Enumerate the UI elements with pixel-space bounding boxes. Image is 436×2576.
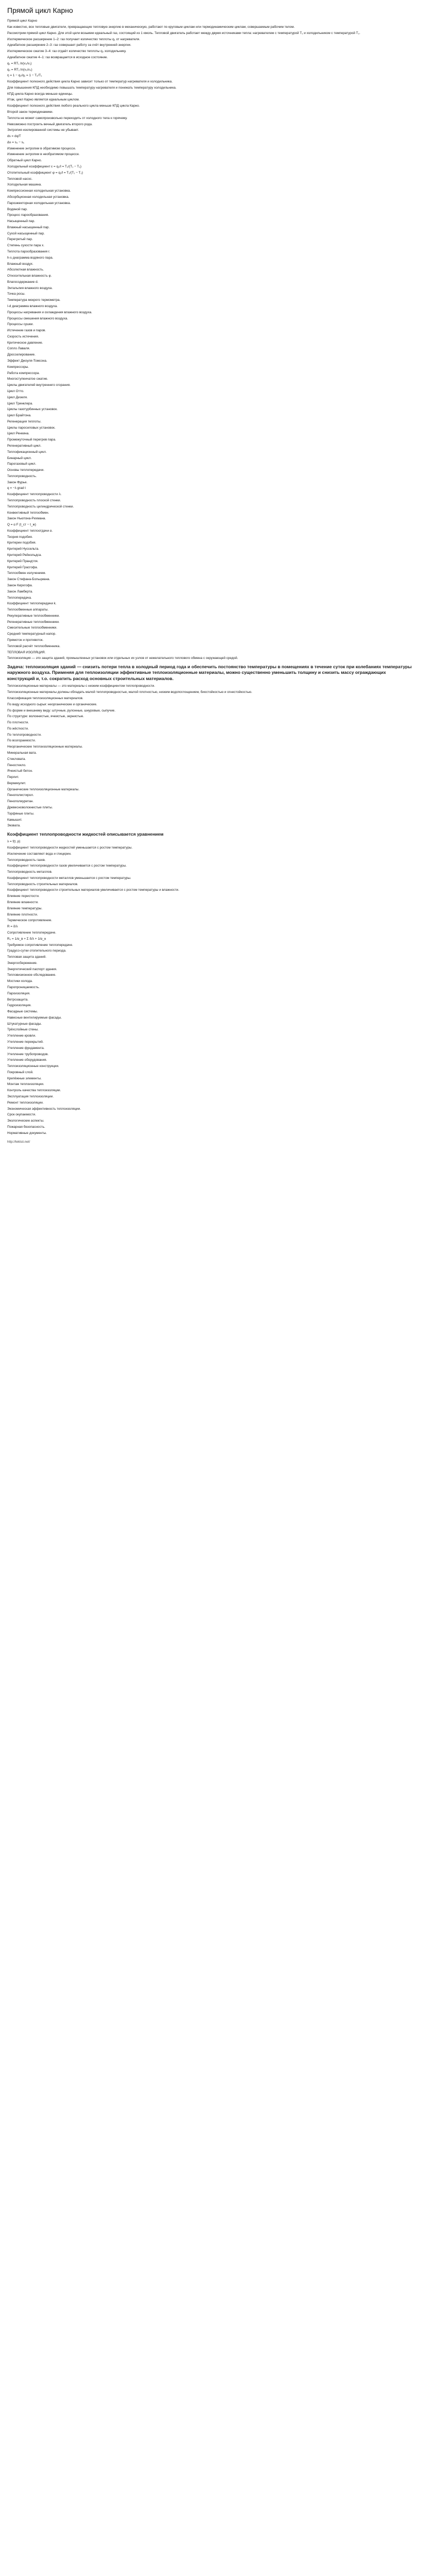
paragraph: Регенеративные теплообменники. bbox=[7, 620, 60, 624]
paragraph: Конвективный теплообмен. bbox=[7, 511, 49, 515]
paragraph: Холодильный коэффициент ε = q₂/l = T₂/(T₁ − T₂) bbox=[7, 165, 81, 169]
paragraph: По виду исходного сырья: неорганические и органические. bbox=[7, 702, 97, 706]
paragraph: Исключение составляют вода и глицерин. bbox=[7, 852, 72, 856]
paragraph: Температура мокрого термометра. bbox=[7, 298, 61, 302]
paragraph: Пенополиуретан. bbox=[7, 800, 34, 804]
paragraph: Теплопроводность газов. bbox=[7, 858, 46, 862]
paragraph: Парогазовый цикл. bbox=[7, 462, 37, 466]
paragraph: Теплопроводность строительных материалов. bbox=[7, 882, 78, 886]
paragraph: Монтаж теплоизоляции. bbox=[7, 1082, 44, 1087]
paragraph: Компрессионная холодильная установка. bbox=[7, 189, 71, 193]
paragraph: Тепловая защита зданий. bbox=[7, 955, 47, 959]
paragraph: Процессы нагревания и охлаждения влажного воздуха. bbox=[7, 310, 92, 314]
paragraph: Тепловой расчёт теплообменника. bbox=[7, 644, 61, 648]
paragraph: Эксплуатация теплоизоляции. bbox=[7, 1095, 54, 1099]
paragraph: Пеностекло. bbox=[7, 763, 26, 767]
paragraph: Теплопередача. bbox=[7, 596, 32, 600]
paragraph: Закон Фурье. bbox=[7, 480, 28, 484]
paragraph: Влажный насыщенный пар. bbox=[7, 225, 50, 229]
paragraph: Закон Стефана-Больцмана. bbox=[7, 578, 50, 582]
paragraph: Влагосодержание d. bbox=[7, 280, 39, 284]
paragraph: Средний температурный напор. bbox=[7, 632, 57, 636]
paragraph: Изменение энтропии в необратимом процессе. bbox=[7, 152, 80, 157]
paragraph: Пожарная безопасность. bbox=[7, 1125, 45, 1129]
paragraph: Критическое давление. bbox=[7, 341, 43, 345]
paragraph: Нормативные документы. bbox=[7, 1131, 47, 1135]
paragraph: Теплоизоляционные материалы должны обладать малой теплопроводностью, малой плотностью, низким водопоглощением, биостойкостью и огнестойкостью. bbox=[7, 690, 252, 694]
paragraph: Теплофикационный цикл. bbox=[7, 450, 47, 454]
paragraph: Бинарный цикл. bbox=[7, 456, 32, 460]
paragraph: Теплоизоляция — это защита зданий, промышленных установок или отдельных их узлов от нежелательного теплового обмена с окружающей средой. bbox=[7, 656, 238, 660]
paragraph: Сопло Лаваля. bbox=[7, 347, 30, 351]
paragraph: Влияние влажности. bbox=[7, 901, 39, 905]
paragraph: Покровный слой. bbox=[7, 1070, 33, 1074]
paragraph: Закон Ламберта. bbox=[7, 589, 33, 594]
paragraph: Отопительный коэффициент φ = q₁/l = T₁/(T₁ − T₂) bbox=[7, 171, 83, 175]
paragraph: Тепловой насос. bbox=[7, 177, 33, 181]
paragraph: Цикл Дизеля. bbox=[7, 395, 28, 399]
paragraph: Стекловата. bbox=[7, 757, 26, 761]
paragraph: q₁ = RT₁ ln(v₂/v₁) bbox=[7, 61, 32, 65]
paragraph: Δs = s₂ − s₁ bbox=[7, 140, 25, 144]
paragraph: Теплота не может самопроизвольно переходить от холодного тела к горячему. bbox=[7, 116, 128, 120]
paragraph: Сопротивление теплопередаче. bbox=[7, 930, 57, 935]
paragraph: Теплопроводность. bbox=[7, 474, 37, 478]
document-page bbox=[0, 0, 422, 1149]
paragraph: Коэффициент теплопроводности газов увеличивается с ростом температуры. bbox=[7, 864, 127, 868]
paragraph: Энергетический паспорт здания. bbox=[7, 967, 57, 971]
paragraph: Коэффициент полезного действия любого реального цикла меньше КПД цикла Карно. bbox=[7, 104, 140, 108]
paragraph: Циклы газотурбинных установок. bbox=[7, 408, 58, 412]
paragraph: Адиабатное сжатие 4–1: газ возвращается в исходное состояние. bbox=[7, 55, 108, 59]
paragraph: Второй закон термодинамики. bbox=[7, 110, 54, 114]
paragraph: Регенерация теплоты. bbox=[7, 419, 42, 423]
paragraph: Закон Кирхгофа. bbox=[7, 583, 33, 587]
paragraph: q₂ = RT₂ ln(v₃/v₄) bbox=[7, 67, 32, 72]
paragraph: Пенополистирол. bbox=[7, 793, 34, 798]
paragraph: η = 1 − q₂/q₁ = 1 − T₂/T₁ bbox=[7, 74, 42, 78]
paragraph: Скорость истечения. bbox=[7, 334, 39, 338]
paragraph: Мостики холода. bbox=[7, 979, 33, 984]
document-body bbox=[7, 19, 414, 1136]
paragraph: Гидроизоляция. bbox=[7, 1004, 32, 1008]
paragraph: Теплообмен излучением. bbox=[7, 571, 46, 575]
paragraph: Основы теплопередачи. bbox=[7, 468, 45, 472]
paragraph: Эффект Джоуля-Томсона. bbox=[7, 359, 47, 363]
paragraph: Цикл Брайтона. bbox=[7, 414, 31, 418]
paragraph: По теплопроводности. bbox=[7, 733, 42, 737]
paragraph: Цикл Тринклера. bbox=[7, 401, 33, 405]
paragraph: Относительная влажность φ. bbox=[7, 274, 52, 278]
paragraph: Изотермическое сжатие 3–4: газ отдаёт количество теплоты q₂ холодильнику. bbox=[7, 49, 127, 54]
page-title: Прямой цикл Карно bbox=[7, 6, 73, 14]
paragraph: Коэффициент теплопроводности жидкостей уменьшается с ростом температуры. bbox=[7, 846, 133, 850]
paragraph: Коэффициент полезного действия цикла Карно зависит только от температур нагревателя и холодильника. bbox=[7, 80, 173, 84]
paragraph: Точка росы. bbox=[7, 292, 26, 296]
paragraph: Процессы сушки. bbox=[7, 323, 34, 327]
paragraph: q = −λ grad t bbox=[7, 486, 26, 490]
paragraph: Прямоток и противоток. bbox=[7, 638, 44, 642]
paragraph: Утепление трубопроводов. bbox=[7, 1052, 49, 1056]
paragraph: Процесс парообразования. bbox=[7, 213, 49, 217]
paragraph: Смесительные теплообменники. bbox=[7, 626, 58, 630]
paragraph: По структуре: волокнистые, ячеистые, зернистые. bbox=[7, 715, 84, 719]
footer-link[interactable]: http://lektsii.net/ bbox=[7, 1140, 30, 1144]
paragraph: Дросселирование. bbox=[7, 353, 36, 357]
paragraph: По форме и внешнему виду: штучные, рулонные, шнуровые, сыпучие. bbox=[7, 708, 116, 713]
paragraph: Перегретый пар. bbox=[7, 238, 33, 242]
paragraph: Влияние пористости. bbox=[7, 894, 40, 899]
paragraph: Истечение газов и паров. bbox=[7, 329, 46, 333]
paragraph: Термическое сопротивление. bbox=[7, 919, 53, 923]
paragraph: Абсорбционная холодильная установка. bbox=[7, 195, 69, 199]
paragraph: Паропроницаемость. bbox=[7, 985, 40, 989]
paragraph: Тепловизионное обследование. bbox=[7, 973, 56, 977]
paragraph: Теплообменные аппараты. bbox=[7, 608, 49, 612]
paragraph: Критерий Рейнольдса. bbox=[7, 553, 42, 557]
paragraph: Теплопроводность металлов. bbox=[7, 870, 53, 874]
paragraph: Циклы паросиловых установок. bbox=[7, 426, 56, 430]
paragraph: Теория подобия. bbox=[7, 535, 33, 539]
paragraph: Неорганические теплоизоляционные материалы. bbox=[7, 745, 83, 749]
paragraph: Влажный воздух. bbox=[7, 262, 33, 266]
paragraph: Утепление кровли. bbox=[7, 1034, 36, 1038]
paragraph: Прямой цикл Карно bbox=[7, 19, 38, 23]
paragraph: Теплопроводность цилиндрической стенки. bbox=[7, 504, 74, 509]
paragraph: Абсолютная влажность. bbox=[7, 268, 44, 272]
paragraph: Теплоизоляционные материалы — это материалы с низким коэффициентом теплопроводности. bbox=[7, 684, 155, 688]
paragraph: Энергосбережение. bbox=[7, 961, 38, 965]
paragraph: Вермикулит. bbox=[7, 781, 26, 785]
paragraph: Процессы смешения влажного воздуха. bbox=[7, 316, 68, 320]
paragraph: λ = f(t, p) bbox=[7, 840, 21, 844]
paragraph: Теплоизоляционные конструкции. bbox=[7, 1064, 59, 1069]
paragraph: Классификация теплоизоляционных материалов. bbox=[7, 696, 83, 700]
paragraph: Многоступенчатое сжатие. bbox=[7, 377, 48, 381]
paragraph: Минеральная вата. bbox=[7, 751, 37, 755]
paragraph: Торфяные плиты. bbox=[7, 811, 34, 816]
paragraph: Итак, цикл Карно является идеальным циклом. bbox=[7, 98, 80, 102]
paragraph: По плотности. bbox=[7, 721, 29, 725]
paragraph: Градусо-сутки отопительного периода. bbox=[7, 949, 66, 953]
paragraph: Крепёжные элементы. bbox=[7, 1076, 42, 1080]
paragraph: Экономическая эффективность теплоизоляции. bbox=[7, 1107, 81, 1111]
paragraph: Коэффициент теплоотдачи α. bbox=[7, 529, 53, 533]
paragraph: Ремонт теплоизоляции. bbox=[7, 1100, 44, 1105]
paragraph: Адиабатное расширение 2–3: газ совершает работу за счёт внутренней энергии. bbox=[7, 43, 131, 47]
paragraph: Пароэжекторная холодильная установка. bbox=[7, 201, 71, 205]
paragraph: Критерии подобия. bbox=[7, 541, 37, 545]
paragraph: Водяной пар. bbox=[7, 207, 28, 211]
paragraph: ds = dq/T bbox=[7, 134, 21, 139]
paragraph: Эковата. bbox=[7, 824, 21, 828]
paragraph: Требуемое сопротивление теплопередаче. bbox=[7, 943, 73, 947]
paragraph: I-d диаграмма влажного воздуха. bbox=[7, 304, 58, 309]
paragraph: Промежуточный перегрев пара. bbox=[7, 438, 56, 442]
paragraph: Коэффициент теплопроводности λ. bbox=[7, 493, 62, 497]
paragraph: Изменение энтропии в обратимом процессе. bbox=[7, 146, 76, 150]
paragraph: Циклы двигателей внутреннего сгорания. bbox=[7, 383, 71, 387]
paragraph: Закон Ньютона-Рихмана. bbox=[7, 517, 46, 521]
section-heading: Коэффициент теплопроводности жидкостей описывается уравнением bbox=[7, 831, 164, 837]
paragraph: Энтальпия влажного воздуха. bbox=[7, 286, 53, 290]
paragraph: Влияние температуры. bbox=[7, 906, 43, 910]
paragraph: Срок окупаемости. bbox=[7, 1113, 36, 1117]
paragraph: Рассмотрим прямой цикл Карно. Для этой цели возьмем идеальный газ, состоящий из 1 кмоль. Тепловой двигатель работает между двумя источниками тепла: нагревателем с температурой T₁ и холодильником с температурой T₂. bbox=[7, 31, 360, 35]
paragraph: Коэффициент теплопроводности металлов уменьшается с ростом температуры. bbox=[7, 876, 131, 880]
paragraph: Энтропия изолированной системы не убывает. bbox=[7, 128, 79, 132]
paragraph: h-s диаграмма водяного пара. bbox=[7, 256, 54, 260]
paragraph: Теплота парообразования r. bbox=[7, 249, 50, 253]
paragraph: КПД цикла Карно всегда меньше единицы. bbox=[7, 92, 73, 96]
paragraph: Утепление фундамента. bbox=[7, 1046, 45, 1050]
paragraph: Фасадные системы. bbox=[7, 1010, 38, 1014]
paragraph: Компрессоры. bbox=[7, 365, 29, 369]
paragraph: Камышит. bbox=[7, 818, 22, 822]
paragraph: Критерий Прандтля. bbox=[7, 559, 39, 563]
paragraph: Теплопроводность плоской стенки. bbox=[7, 499, 61, 503]
paragraph: Коэффициент теплопередачи k. bbox=[7, 602, 57, 606]
paragraph: Утепление перекрытий. bbox=[7, 1040, 44, 1044]
paragraph: Древесноволокнистые плиты. bbox=[7, 806, 53, 810]
paragraph: Рекуперативные теплообменники. bbox=[7, 614, 60, 618]
paragraph: Навесные вентилируемые фасады. bbox=[7, 1015, 62, 1020]
paragraph: Насыщенный пар. bbox=[7, 219, 36, 224]
paragraph: Штукатурные фасады. bbox=[7, 1022, 42, 1026]
paragraph: R = δ/λ bbox=[7, 925, 18, 929]
paragraph: Коэффициент теплопроводности строительных материалов увеличивается с ростом температуры и влажности. bbox=[7, 888, 179, 892]
paragraph: Для повышения КПД необходимо повышать температуру нагревателя и понижать температуру холодильника. bbox=[7, 86, 177, 90]
paragraph: Сухой насыщенный пар. bbox=[7, 231, 45, 235]
paragraph: По возгораемости. bbox=[7, 739, 36, 743]
paragraph: Q = α F (t_ст − t_ж) bbox=[7, 523, 36, 527]
paragraph: Экологические аспекты. bbox=[7, 1119, 44, 1123]
paragraph: R₀ = 1/α_в + Σ δ/λ + 1/α_н bbox=[7, 937, 46, 941]
paragraph: Цикл Отто. bbox=[7, 389, 24, 393]
paragraph: Пароизоляция. bbox=[7, 991, 30, 995]
paragraph: Холодильная машина. bbox=[7, 183, 42, 187]
paragraph: По жёсткости. bbox=[7, 726, 29, 731]
paragraph: Работа компрессора. bbox=[7, 371, 40, 375]
paragraph: Утепление оборудования. bbox=[7, 1058, 47, 1062]
paragraph: Ячеистый бетон. bbox=[7, 769, 33, 773]
paragraph: Критерий Грасгофа. bbox=[7, 565, 38, 569]
paragraph: Обратный цикл Карно. bbox=[7, 159, 42, 163]
paragraph: Органические теплоизоляционные материалы. bbox=[7, 787, 80, 791]
paragraph: Степень сухости пара x. bbox=[7, 244, 45, 248]
paragraph: Регенеративный цикл. bbox=[7, 444, 42, 448]
paragraph: ТЕПЛОВАЯ ИЗОЛЯЦИЯ. bbox=[7, 650, 46, 654]
paragraph: Перлит. bbox=[7, 775, 19, 779]
paragraph: Контроль качества теплоизоляции. bbox=[7, 1089, 61, 1093]
paragraph: Критерий Нуссельта. bbox=[7, 547, 39, 551]
paragraph: Цикл Ренкина. bbox=[7, 432, 29, 436]
paragraph: Изотермическое расширение 1–2: газ получает количество теплоты q₁ от нагревателя. bbox=[7, 37, 141, 41]
section-heading: Задача: теплоизоляция зданий — снизить потери тепла в холодный период года и обеспечить постоянство температуры в помещениях в течение суток при колебаниях температуры наружного воздуха. Применяя для теплоизоляции эффективные теплоизоляционные материалы, можно существенно уменьшить толщину и снизить массу ограждающих конструкций и, т.о. сократить расход основных строительных материалов. bbox=[7, 664, 412, 681]
paragraph: Как известно, все тепловые двигатели, превращающие тепловую энергию в механическую, работают по круговым циклам или термодинамическим циклам, совершаемым рабочим телом. bbox=[7, 25, 295, 29]
paragraph: Ветрозащита. bbox=[7, 997, 29, 1002]
paragraph: Невозможно построить вечный двигатель второго рода. bbox=[7, 122, 93, 126]
paragraph: Трёхслойные стены. bbox=[7, 1028, 39, 1032]
paragraph: Влияние плотности. bbox=[7, 912, 38, 917]
